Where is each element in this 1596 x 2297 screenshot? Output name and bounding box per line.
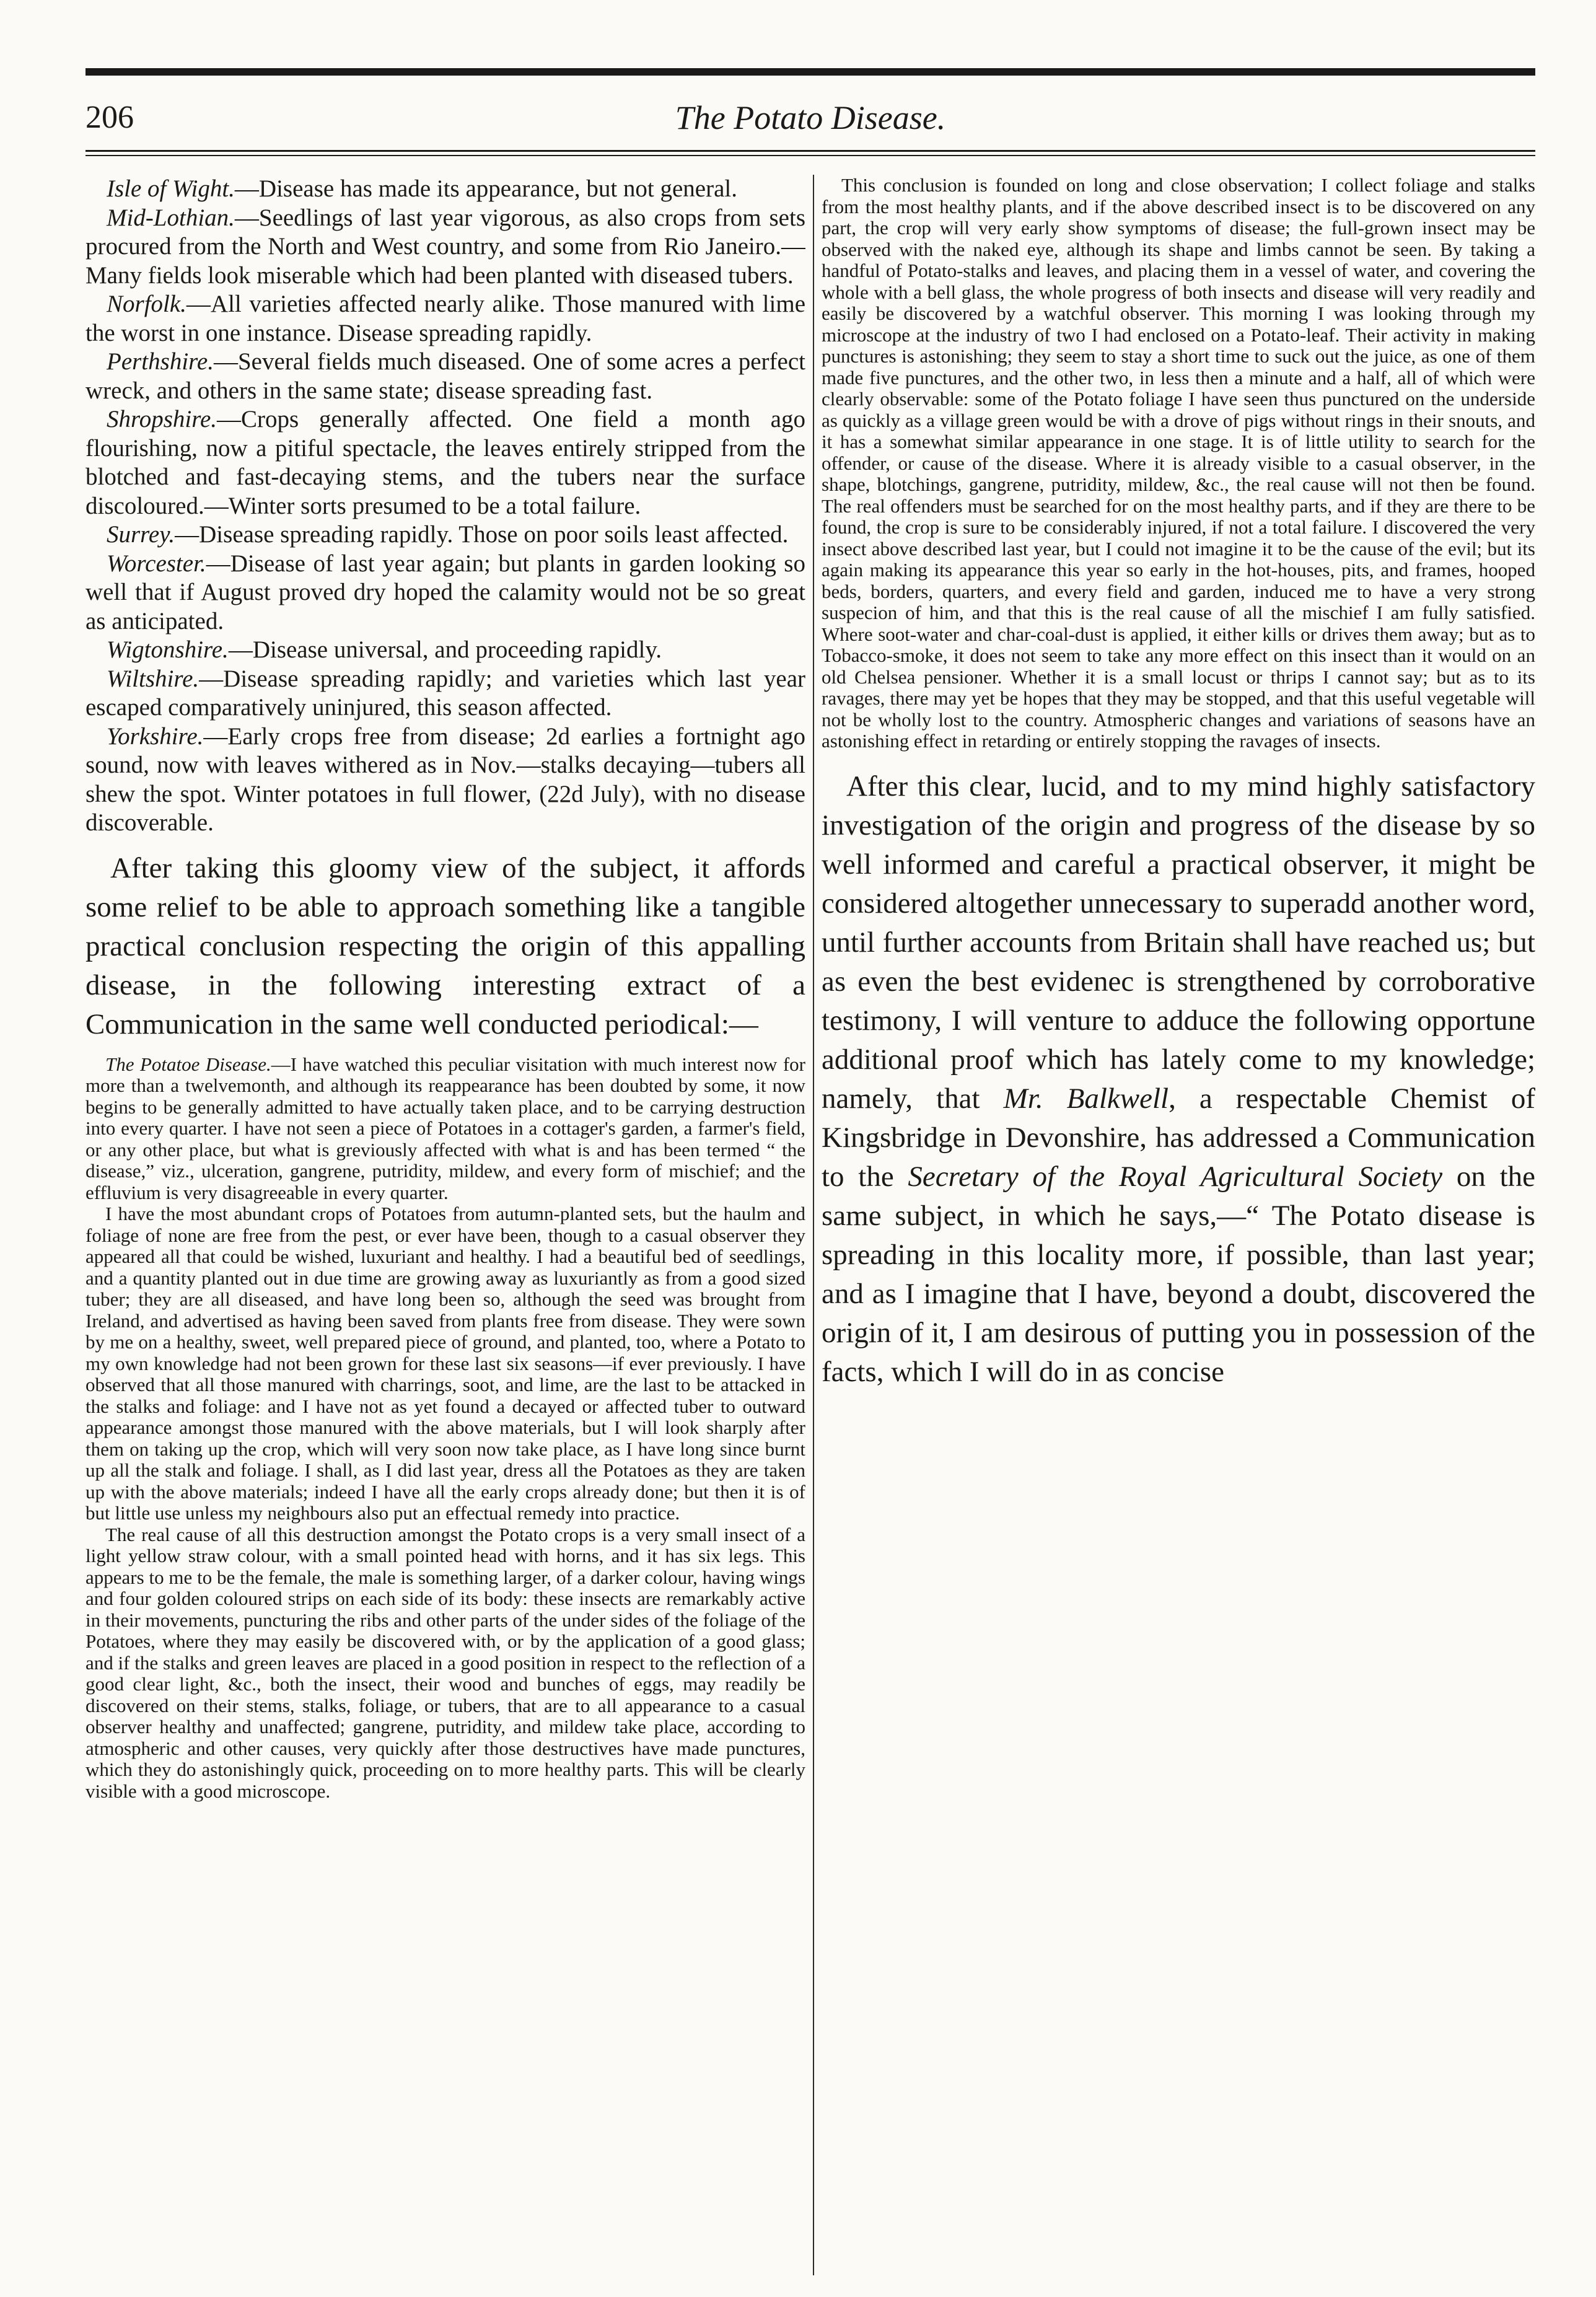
county-report — [86, 405, 805, 520]
county-report — [86, 665, 805, 722]
header-rule — [86, 150, 1535, 152]
county-name: Perthshire. — [107, 348, 214, 375]
extract-lead: The Potatoe Disease. — [105, 1053, 271, 1075]
extract-paragraph-4: This conclusion is founded on long and close observation; I collect foliage and stalks from the most healthy plants, and if the above described insect is to be discovered on any part, the crop will very early show symptoms of disease; the full-grown insect may be observed with the naked eye, although its shape and limbs cannot be seen. By taking a handful of Potato-stalks and leaves, and placing them in a vessel of water, and covering the whole with a bell glass, the whole progress of both insects and disease will very readily and easily be discovered by a watchful observer. This morning I was looking through my microscope at the industry of two I had enclosed on a Potato-leaf. Their activity in making punctures is astonishing; they seem to stay a short time to suck out the juice, as one of them made five punctures, and the other two, in less then a minute and a half, all of which were clearly observable: some of the Potato foliage I have seen thus punctured on the underside as quickly as a village green would be with a drove of pigs without rings in their snouts, and it has a somewhat similar appearance in one stage. It is of little utility to search for the offender, or cause of the disease. Where it is already visible to a casual observer, in the shape, blotchings, gangrene, putridity, mildew, &c., the real cause will not then be found. The real offenders must be searched for on the most healthy parts, and if they are there to be found, the crop is sure to be considerably injured, if not a total failure. I discovered the very insect above described last year, but I could not imagine it to be the cause of the evil; but its again making its appearance this year so early in the hot-houses, pits, and frames, hooped beds, borders, quarters, and every field and garden, induced me to have a very strong suspecion of him, and that this is the real cause of all the mischief I am fully satisfied. Where soot-water and char-coal-dust is applied, it either kills or drives them away; but as to Tobacco-smoke, it does not seem to take any more effect on this insect than it would on an old Chelsea pensioner. Whether it is a small locust or thrips I cannot say; but as to its ravages, there may yet be hopes that they may be stopped, and that this useful vegetable will not be wholly lost to the country. Atmospheric changes and variations of seasons have an astonishing effect in retarding or entirely stopping the ravages of insects. — [822, 175, 1535, 752]
county-name: Surrey. — [107, 521, 175, 548]
county-report-text: —Disease universal, and proceeding rapidly. — [228, 636, 662, 663]
county-name: Shropshire. — [107, 406, 217, 433]
county-report-text: —Disease spreading rapidly. Those on poor soils least affected. — [175, 521, 789, 548]
closing-text-2: , a respectable Chemist of Kingsbridge in Devonshire, has addressed a Communication to the — [822, 1082, 1535, 1193]
county-report — [86, 290, 805, 348]
county-report — [86, 722, 805, 838]
closing-society: Secretary of the Royal Agricultural Society — [908, 1160, 1443, 1193]
left-column — [86, 175, 805, 2275]
closing-text-3: on the same subject, in which he says,—“ The Potato disease is spreading in this locality more, if possible, than last year; and as I imagine that I have, beyond a doubt, discovered the origin of it, I am desirous of putting you in possession of the facts, which I will do in as concise — [822, 1160, 1535, 1388]
county-report — [86, 520, 805, 550]
county-name: Wiltshire. — [107, 665, 200, 692]
county-name: Mid-Lothian. — [107, 204, 235, 231]
county-report-text: —Early crops free from disease; 2d earlies a fortnight ago sound, now with leaves withered as in Nov.—stalks decaying—tubers all shew the spot. Winter potatoes in full flower, (22d July), with no disease discoverable. — [86, 722, 805, 836]
county-report-text: —Seedlings of last year vigorous, as also crops from sets procured from the North and West country, and some from Rio Janeiro.—Many fields look miserable which had been planted with diseased tubers. — [86, 204, 805, 289]
county-reports — [86, 175, 805, 838]
county-report-text: —Disease has made its appearance, but not general. — [234, 175, 738, 202]
county-name: Isle of Wight. — [107, 175, 235, 202]
county-report — [86, 348, 805, 405]
extract-paragraph-2: I have the most abundant crops of Potatoes from autumn-planted sets, but the haulm and foliage of none are free from the pest, or ever have been, though to a casual observer they appeared all that could be wished, luxuriant and healthy. I had a beautiful bed of seedlings, and a quantity planted out in due time are growing away as luxuriantly as from a good sized tuber; they are all diseased, and have long been so, although the seed was brought from Ireland, and advertised as having been saved from plants free from disease. They were sown by me on a healthy, sweet, well prepared piece of ground, and planted, too, where a Potato to my own knowledge had not been grown for these last six seasons—if ever previously. I have observed that all those manured with charrings, soot, and lime, are the last to be attacked in the stalks and foliage: and I have not as yet found a decayed or affected tuber to outward appearance amongst those manured with the above materials, but I will look sharply after them on taking up the crop, which will very soon now take place, as I have long since burnt up all the stalk and foliage. I shall, as I did last year, dress all the Potatoes as they are taken up with the above materials; indeed I have all the early crops already done; but then it is of but little use unless my neighbours also put an effectual remedy into practice. — [86, 1203, 805, 1524]
intro-paragraph: After taking this gloomy view of the subject, it affords some relief to be able to approach something like a tangible practical conclusion respecting the origin of this appalling disease, in the following interesting extract of a Communication in the same well conducted periodical:— — [86, 851, 805, 1040]
page-header — [86, 93, 1535, 143]
column-divider — [813, 175, 814, 2275]
extract-paragraph-3: The real cause of all this destruction amongst the Potato crops is a very small insect of a light yellow straw colour, with a small pointed head with horns, and it has six legs. This appears to me to be the female, the male is something larger, of a darker colour, having wings and four golden coloured strips on each side of its body: these insects are remarkably active in their movements, puncturing the ribs and other parts of the under sides of the foliage of the Potatoes, where they may easily be discovered with, or by the application of a good glass; and if the stalks and green leaves are placed in a good position in respect to the reflection of a good clear light, &c., both the insect, their wood and bunches of eggs, may readily be discovered on their stems, stalks, foliage, or tubers, that are to all appearance to a casual observer healthy and unaffected; gangrene, putridity, and mildew take place, according to atmospheric and other causes, very quickly after those destructives have made punctures, which they do astonishingly quick, proceeding on to more healthy parts. This will be clearly visible with a good microscope. — [86, 1523, 805, 1802]
county-report — [86, 550, 805, 636]
county-report-text: —Disease of last year again; but plants in garden looking so well that if August proved dry hoped the calamity would not be so great as anticipated. — [86, 550, 805, 635]
extract-paragraph-1 — [86, 1054, 805, 1204]
closing-paragraph — [822, 767, 1535, 1392]
county-report — [86, 636, 805, 665]
county-report-text: —All varieties affected nearly alike. Those manured with lime the worst in one instance. Disease spreading rapidly. — [86, 291, 805, 346]
county-report-text: —Crops generally affected. One field a month ago flourishing, now a pitiful spectacle, the leaves entirely stripped from the blotched and fast-decaying stems, and the tubers near the surface discoloured.—Winter sorts presumed to be a total failure. — [86, 406, 805, 519]
running-title: The Potato Disease. — [675, 99, 946, 136]
county-report — [86, 204, 805, 291]
county-report-text: —Disease spreading rapidly; and varieties which last year escaped comparatively uninjured, this season affected. — [86, 665, 805, 721]
county-name: Yorkshire. — [107, 722, 204, 750]
extract-paragraph-1-text: —I have watched this peculiar visitation with much interest now for more than a twelvemonth, and although its reappearance has been doubted by some, it now begins to be generally admitted to have actually taken place, and to be carrying destruction into every quarter. I have not seen a piece of Potatoes in a cottager's garden, a farmer's field, or any other place, but what is greviously affected with what is and has been termed “ the disease,” viz., ulceration, gangrene, putridity, mildew, and every form of mischief; and the effluvium is very disagreeable in every quarter. — [86, 1053, 805, 1203]
county-name: Wigtonshire. — [107, 636, 229, 663]
closing-text-1: After this clear, lucid, and to my mind highly satisfactory investigation of the origin and progress of the disease by so well informed and careful a practical observer, it might be considered altogether unnecessary to superadd another word, until further accounts from Britain shall have reached us; but as even the best evidenec is strengthened by corroborative testimony, I will venture to adduce the following opportune additional proof which has lately come to my knowledge; namely, that — [822, 770, 1535, 1115]
page-number: 206 — [86, 100, 134, 135]
county-report-text: —Several fields much diseased. One of some acres a perfect wreck, and others in the same state; disease spreading fast. — [86, 348, 805, 404]
county-report — [86, 175, 805, 204]
right-column — [822, 175, 1535, 2275]
county-name: Worcester. — [107, 550, 206, 577]
top-rule — [86, 68, 1535, 76]
closing-name: Mr. Balkwell — [1003, 1082, 1169, 1115]
county-name: Norfolk. — [107, 291, 186, 317]
header-rule-secondary — [86, 155, 1535, 156]
